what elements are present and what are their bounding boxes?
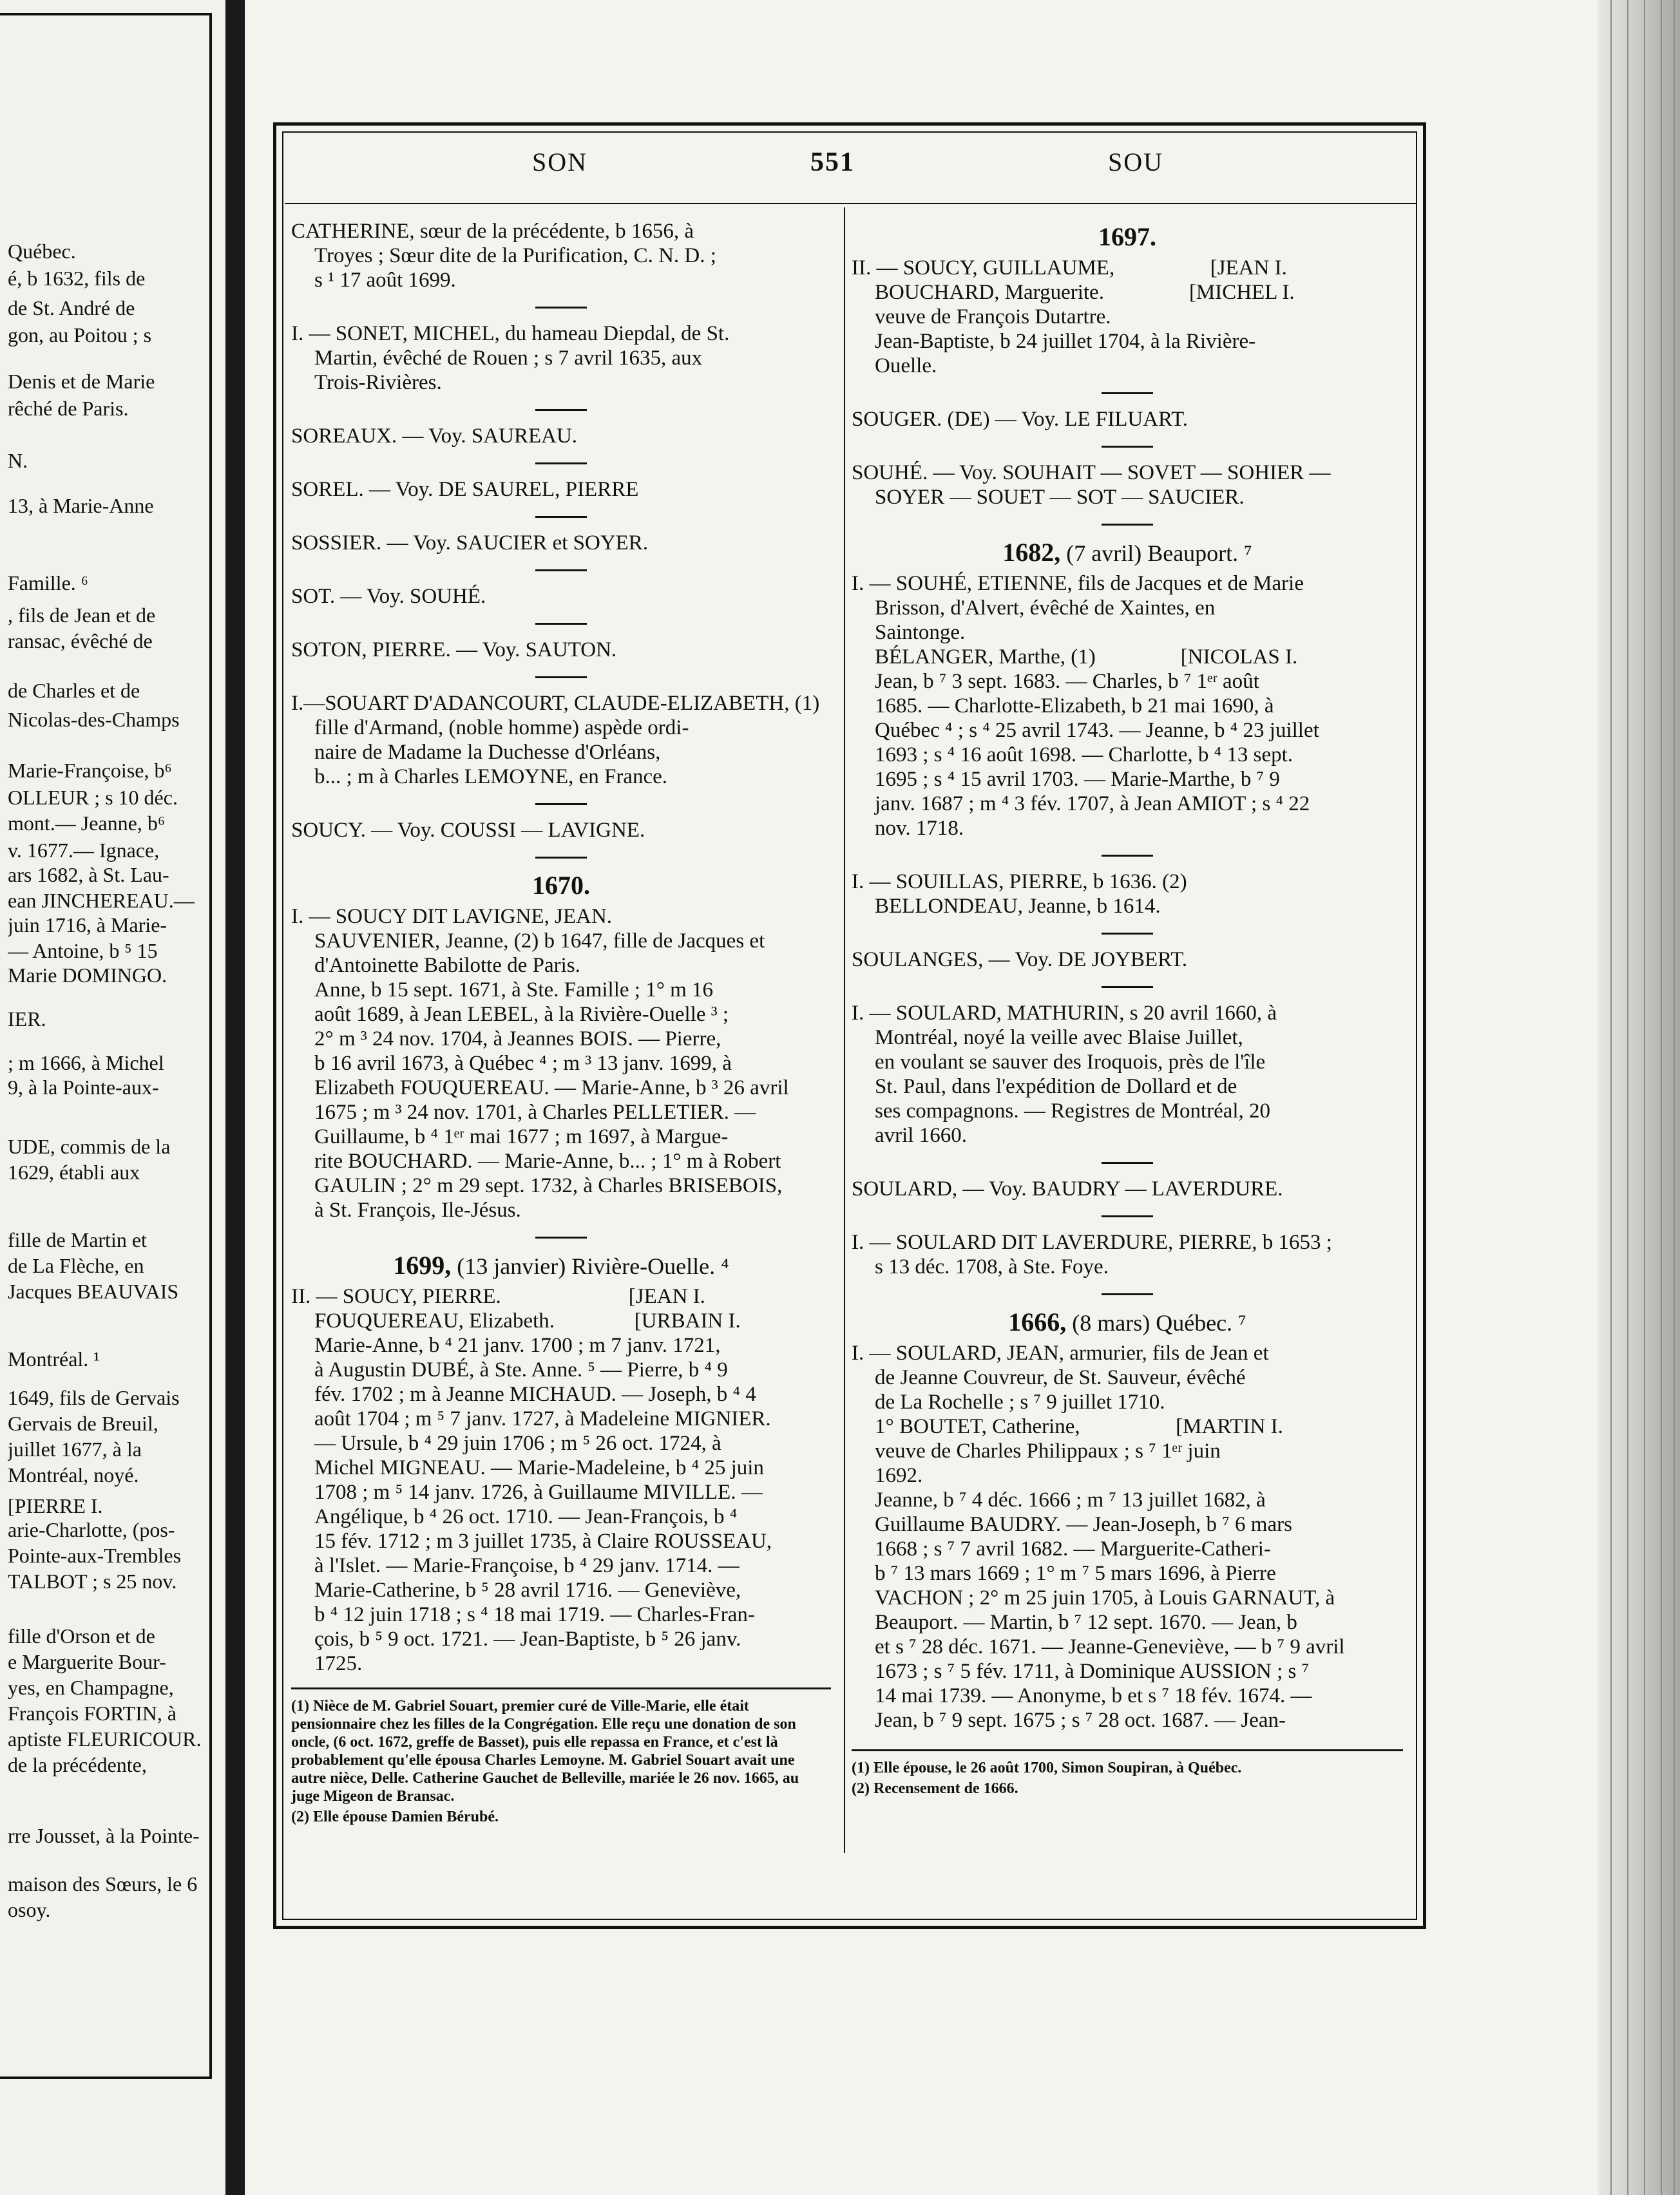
previous-page-line: de St. André de (8, 296, 135, 319)
previous-page-line: 9, à la Pointe-aux- (8, 1076, 159, 1099)
entry-line: b ⁷ 13 mars 1669 ; 1° m ⁷ 5 mars 1696, à Pierre (875, 1562, 1276, 1585)
year-heading (852, 538, 1403, 567)
entry-soucy-voy (291, 818, 831, 842)
entry-line: veuve de François Dutartre. (875, 305, 1111, 328)
entry-sonet (291, 321, 831, 395)
entry-separator (535, 676, 587, 678)
book-gutter (225, 0, 245, 2195)
previous-page-line: 13, à Marie-Anne (8, 494, 154, 517)
entry-souart (291, 691, 831, 789)
entry-line: 15 fév. 1712 ; m 3 juillet 1735, à Claire ROUSSEAU, (314, 1530, 772, 1553)
entry-souhe-voy (852, 461, 1403, 509)
entry-line: BÉLANGER, Marthe, (1) [NICOLAS I. (875, 645, 1298, 669)
entry-line: b... ; m à Charles LEMOYNE, en France. (314, 765, 668, 788)
entry-soulanges (852, 947, 1403, 972)
previous-page-line: aptiste FLEURICOUR. (8, 1727, 202, 1751)
entry-line: août 1689, à Jean LEBEL, à la Rivière-Ouelle ³ ; (314, 1003, 729, 1026)
entry-line: à Augustin DUBÉ, à Ste. Anne. ⁵ — Pierre, b ⁴ 9 (314, 1358, 728, 1382)
entry-line: I. — SOUILLAS, PIERRE, b 1636. (2) (852, 870, 1187, 893)
header-right-word: SOU (1108, 147, 1164, 176)
previous-page-line: [PIERRE I. (8, 1494, 103, 1517)
entry-line: SOTON, PIERRE. — Voy. SAUTON. (291, 638, 617, 661)
entry-line: SOYER — SOUET — SOT — SAUCIER. (875, 486, 1245, 509)
previous-page-fragment (0, 0, 225, 2195)
entry-line: s 13 déc. 1708, à Ste. Foye. (875, 1255, 1109, 1278)
entry-line: Guillaume, b ⁴ 1ᵉʳ mai 1677 ; m 1697, à Margue- (314, 1125, 729, 1148)
entry-souhe-etienne (852, 571, 1403, 841)
footnote-rule (852, 1749, 1403, 1751)
previous-page-line: TALBOT ; s 25 nov. (8, 1570, 177, 1593)
right-column (852, 219, 1403, 1800)
entry-line: naire de Madame la Duchesse d'Orléans, (314, 741, 661, 764)
previous-page-line: gon, au Poitou ; s (8, 323, 152, 347)
previous-page-line: mont.— Jeanne, b⁶ (8, 812, 165, 835)
entry-line: nov. 1718. (875, 817, 964, 840)
entry-separator (535, 623, 587, 625)
previous-page-line: juillet 1677, à la (8, 1438, 142, 1461)
entry-line: çois, b ⁵ 9 oct. 1721. — Jean-Baptiste, b ⁵ 26 janv. (314, 1628, 741, 1651)
entry-line: Saintonge. (875, 621, 966, 644)
entry-line: SOREL. — Voy. DE SAUREL, PIERRE (291, 478, 639, 501)
previous-page-line: Marie-Françoise, b⁶ (8, 759, 172, 782)
entry-separator (535, 803, 587, 805)
entry-line: en voulant se sauver des Iroquois, près de l'île (875, 1050, 1266, 1074)
entry-line: I. — SOULARD, JEAN, armurier, fils de Jean et (852, 1342, 1269, 1365)
entry-sorel (291, 477, 831, 502)
entry-separator (535, 516, 587, 518)
previous-page-line: ; m 1666, à Michel (8, 1051, 164, 1074)
entry-line: St. Paul, dans l'expédition de Dollard et de (875, 1075, 1237, 1098)
entry-line: 1673 ; s ⁷ 5 fév. 1711, à Dominique AUSSION ; s ⁷ (875, 1660, 1310, 1683)
entry-catherine (291, 219, 831, 292)
previous-page-line: é, b 1632, fils de (8, 267, 146, 290)
previous-page-line: de la précédente, (8, 1753, 147, 1776)
entry-line: fille d'Armand, (noble homme) aspède ordi- (314, 716, 689, 739)
entry-line: de Jeanne Couvreur, de St. Sauveur, évêché (875, 1366, 1246, 1389)
entry-line: 1695 ; s ⁴ 15 avril 1703. — Marie-Marthe, b ⁷ 9 (875, 768, 1280, 791)
previous-page-line: N. (8, 449, 28, 472)
entry-line: 1675 ; m ³ 24 nov. 1701, à Charles PELLETIER. — (314, 1101, 756, 1124)
entry-line: SOULARD, — Voy. BAUDRY — LAVERDURE. (852, 1177, 1283, 1201)
entry-soucy-lavigne (291, 904, 831, 1222)
previous-page-line: juin 1716, à Marie- (8, 913, 167, 936)
entry-separator (535, 462, 587, 464)
year-place: (13 janvier) Rivière-Ouelle. ⁴ (451, 1253, 729, 1279)
entry-sossier (291, 531, 831, 555)
entry-line: et s ⁷ 28 déc. 1671. — Jeanne-Geneviève, — b ⁷ 9 avril (875, 1635, 1345, 1658)
year-number: 1682, (1002, 538, 1061, 567)
previous-page-line: — Antoine, b ⁵ 15 (8, 939, 158, 962)
entry-line: 1668 ; s ⁷ 7 avril 1682. — Marguerite-Catheri- (875, 1537, 1271, 1561)
entry-line: 2° m ³ 24 nov. 1704, à Jeannes BOIS. — Pierre, (314, 1027, 721, 1050)
previous-page-line: fille de Martin et (8, 1228, 147, 1251)
entry-separator (535, 307, 587, 309)
entry-soulard-pierre (852, 1230, 1403, 1279)
entry-sot (291, 584, 831, 609)
year-heading (852, 223, 1403, 252)
previous-page-line: Denis et de Marie (8, 370, 155, 393)
entry-line: Jean-Baptiste, b 24 juillet 1704, à la Rivière- (875, 330, 1256, 353)
previous-page-line: Pointe-aux-Trembles (8, 1544, 182, 1567)
previous-page-line: François FORTIN, à (8, 1702, 177, 1725)
entry-separator (1102, 446, 1153, 448)
previous-page-line: fille d'Orson et de (8, 1624, 155, 1648)
entry-line: ses compagnons. — Registres de Montréal, 20 (875, 1099, 1271, 1123)
entry-line: Angélique, b ⁴ 26 oct. 1710. — Jean-François, b ⁴ (314, 1505, 738, 1528)
year-place: (8 mars) Québec. ⁷ (1066, 1310, 1246, 1336)
entry-line: Troyes ; Sœur dite de la Purification, C. N. D. ; (314, 244, 716, 267)
entry-separator (1102, 524, 1153, 526)
entry-line: avril 1660. (875, 1124, 967, 1147)
entry-line: FOUQUEREAU, Elizabeth. [URBAIN I. (314, 1309, 741, 1333)
entry-line: Ouelle. (875, 354, 937, 377)
entry-line: SOREAUX. — Voy. SAUREAU. (291, 424, 578, 448)
previous-page-line: Jacques BEAUVAIS (8, 1280, 179, 1303)
entry-separator (535, 857, 587, 859)
entry-line: GAULIN ; 2° m 29 sept. 1732, à Charles BRISEBOIS, (314, 1174, 783, 1197)
entry-soucy-guillaume (852, 256, 1403, 378)
year-number: 1670. (532, 871, 590, 900)
previous-page-line: Nicolas-des-Champs (8, 708, 180, 731)
entry-line: I. — SOULARD, MATHURIN, s 20 avril 1660, à (852, 1002, 1277, 1025)
entry-line: Marie-Catherine, b ⁵ 28 avril 1716. — Geneviève, (314, 1579, 741, 1602)
entry-separator (535, 569, 587, 571)
entry-line: Guillaume BAUDRY. — Jean-Joseph, b ⁷ 6 mars (875, 1513, 1292, 1536)
previous-page-line: maison des Sœurs, le 6 (8, 1872, 198, 1896)
entry-line: I.—SOUART D'ADANCOURT, CLAUDE-ELIZABETH, (1) (291, 692, 820, 715)
entry-line: CATHERINE, sœur de la précédente, b 1656, à (291, 220, 694, 243)
entry-soulard-mathurin (852, 1001, 1403, 1148)
entry-line: à l'Islet. — Marie-Françoise, b ⁴ 29 janv. 1714. — (314, 1554, 740, 1577)
entry-line: SOUCY. — Voy. COUSSI — LAVIGNE. (291, 819, 645, 842)
entry-line: Anne, b 15 sept. 1671, à Ste. Famille ; 1° m 16 (314, 978, 714, 1002)
entry-soucy-pierre (291, 1284, 831, 1676)
entry-separator (535, 409, 587, 411)
entry-line: août 1704 ; m ⁵ 7 janv. 1727, à Madeleine MIGNIER. (314, 1407, 771, 1430)
entry-line: — Ursule, b ⁴ 29 juin 1706 ; m ⁵ 26 oct. 1724, à (314, 1432, 721, 1455)
entry-souillas (852, 869, 1403, 918)
header-left-word: SON (532, 147, 588, 176)
entry-line: SOT. — Voy. SOUHÉ. (291, 585, 486, 608)
entry-line: Jean, b ⁷ 3 sept. 1683. — Charles, b ⁷ 1ᵉʳ août (875, 670, 1259, 693)
entry-line: BOUCHARD, Marguerite. [MICHEL I. (875, 281, 1295, 304)
entry-line: fév. 1702 ; m à Jeanne MICHAUD. — Joseph, b ⁴ 4 (314, 1383, 756, 1406)
entry-line: SOSSIER. — Voy. SAUCIER et SOYER. (291, 531, 649, 555)
page-edge-stack (1598, 0, 1680, 2195)
previous-page-line: e Marguerite Bour- (8, 1650, 166, 1673)
previous-page-line: de La Flèche, en (8, 1254, 144, 1277)
entry-line: Montréal, noyé la veille avec Blaise Juillet, (875, 1026, 1243, 1049)
previous-page-line: Montréal, noyé. (8, 1463, 139, 1487)
entry-line: SOUHÉ. — Voy. SOUHAIT — SOVET — SOHIER — (852, 461, 1331, 484)
entry-separator (1102, 1215, 1153, 1217)
entry-line: I. — SOUHÉ, ETIENNE, fils de Jacques et de Marie (852, 572, 1304, 595)
entry-separator (1102, 933, 1153, 935)
entry-line: II. — SOUCY, PIERRE. [JEAN I. (291, 1285, 705, 1308)
entry-line: I. — SONET, MICHEL, du hameau Diepdal, de St. (291, 322, 730, 345)
entry-line: II. — SOUCY, GUILLAUME, [JEAN I. (852, 256, 1287, 280)
entry-line: BELLONDEAU, Jeanne, b 1614. (875, 895, 1161, 918)
entry-line: SOULANGES, — Voy. DE JOYBERT. (852, 948, 1188, 971)
year-number: 1666, (1008, 1307, 1067, 1336)
entry-separator (1102, 1162, 1153, 1164)
previous-page-line: 1649, fils de Gervais (8, 1386, 180, 1409)
column-divider (844, 207, 845, 1853)
entry-line: Beauport. — Martin, b ⁷ 12 sept. 1670. — Jean, b (875, 1611, 1297, 1634)
previous-page-line: ars 1682, à St. Lau- (8, 863, 169, 886)
entry-line: Jean, b ⁷ 9 sept. 1675 ; s ⁷ 28 oct. 1687. — Jean- (875, 1709, 1286, 1732)
entry-line: Michel MIGNEAU. — Marie-Madeleine, b ⁴ 25 juin (314, 1456, 764, 1479)
entry-line: SOUGER. (DE) — Voy. LE FILUART. (852, 408, 1188, 431)
entry-line: I. — SOULARD DIT LAVERDURE, PIERRE, b 1653 ; (852, 1231, 1332, 1254)
previous-page-line: , fils de Jean et de (8, 603, 156, 627)
previous-page-line: Gervais de Breuil, (8, 1412, 158, 1435)
entry-line: Elizabeth FOUQUEREAU. — Marie-Anne, b ³ 26 avril (314, 1076, 789, 1099)
entry-soulard-jean (852, 1341, 1403, 1733)
entry-line: I. — SOUCY DIT LAVIGNE, JEAN. (291, 905, 613, 928)
entry-line: Jeanne, b ⁷ 4 déc. 1666 ; m ⁷ 13 juillet 1682, à (875, 1488, 1266, 1512)
header-rule (285, 203, 1416, 204)
entry-line: 1708 ; m ⁵ 14 janv. 1726, à Guillaume MIVILLE. — (314, 1481, 763, 1504)
entry-line: janv. 1687 ; m ⁴ 3 fév. 1707, à Jean AMIOT ; s ⁴ 22 (875, 792, 1310, 815)
previous-page-line: yes, en Champagne, (8, 1676, 174, 1699)
entry-line: Brisson, d'Alvert, évêché de Xaintes, en (875, 596, 1216, 620)
footnote: (1) Nièce de M. Gabriel Souart, premier curé de Ville-Marie, elle était pensionnaire chez les filles de la Congrégation. Elle reçu une donation de son oncle, (6 oct. 1672, greffe de Basset), puis elle repassa en France, et c'est là probablement qu'elle épousa Charles Lemoyne. M. Gabriel Souart avait une autre nièce, Delle. Catherine Gauchet de Belleville, mariée le 26 nov. 1665, au juge Migeon de Bransac. (291, 1698, 799, 1805)
entry-line: Martin, évêché de Rouen ; s 7 avril 1635, aux (314, 347, 703, 370)
entry-separator (1102, 1293, 1153, 1295)
entry-separator (1102, 986, 1153, 988)
year-heading (291, 1251, 831, 1280)
previous-page-line: Marie DOMINGO. (8, 964, 167, 987)
footnote: (1) Elle épouse, le 26 août 1700, Simon Soupiran, à Québec. (852, 1760, 1242, 1776)
previous-page-line: v. 1677.— Ignace, (8, 839, 160, 862)
previous-page-line: rre Jousset, à la Pointe- (8, 1824, 200, 1847)
entry-line: 1° BOUTET, Catherine, [MARTIN I. (875, 1415, 1283, 1438)
previous-page-line: Famille. ⁶ (8, 571, 88, 594)
year-number: 1699, (393, 1251, 452, 1280)
entry-line: à St. François, Ile-Jésus. (314, 1199, 521, 1222)
year-heading (291, 871, 831, 900)
entry-line: b ⁴ 12 juin 1718 ; s ⁴ 18 mai 1719. — Charles-Fran- (314, 1603, 755, 1626)
entry-soulard-voy (852, 1177, 1403, 1201)
previous-page-line: rêché de Paris. (8, 397, 129, 420)
previous-page-line: de Charles et de (8, 679, 140, 702)
previous-page-line: arie-Charlotte, (pos- (8, 1518, 175, 1541)
entry-separator (1102, 392, 1153, 394)
entry-soreaux (291, 424, 831, 448)
footnote: (2) Elle épouse Damien Bérubé. (291, 1809, 499, 1825)
footnote-rule (291, 1687, 831, 1689)
previous-page-line: ransac, évêché de (8, 629, 153, 652)
entry-line: Trois-Rivières. (314, 371, 442, 394)
left-column (291, 219, 831, 1829)
year-heading (852, 1308, 1403, 1337)
entry-line: Marie-Anne, b ⁴ 21 janv. 1700 ; m 7 janv. 1721, (314, 1334, 721, 1357)
entry-line: Québec ⁴ ; s ⁴ 25 avril 1743. — Jeanne, b ⁴ 23 juillet (875, 719, 1319, 742)
previous-page-line: IER. (8, 1007, 46, 1031)
previous-page-line: UDE, commis de la (8, 1135, 171, 1158)
entry-line: VACHON ; 2° m 25 juin 1705, à Louis GARNAUT, à (875, 1586, 1335, 1610)
entry-line: b 16 avril 1673, à Québec ⁴ ; m ³ 13 janv. 1699, à (314, 1052, 732, 1075)
entry-line: veuve de Charles Philippaux ; s ⁷ 1ᵉʳ juin (875, 1440, 1221, 1463)
entry-line: s ¹ 17 août 1699. (314, 269, 456, 292)
previous-page-line: Montréal. ¹ (8, 1347, 100, 1371)
entry-line: d'Antoinette Babilotte de Paris. (314, 954, 580, 977)
entry-soton (291, 638, 831, 662)
entry-separator (1102, 855, 1153, 857)
entry-line: rite BOUCHARD. — Marie-Anne, b... ; 1° m à Robert (314, 1150, 781, 1173)
previous-page-line: 1629, établi aux (8, 1161, 140, 1184)
page-number: 551 (810, 147, 855, 177)
previous-page-line: ean JINCHEREAU.— (8, 889, 195, 912)
year-number: 1697. (1098, 222, 1156, 251)
entry-line: 1692. (875, 1464, 923, 1487)
previous-page-line: Québec. (8, 240, 76, 263)
entry-souger (852, 407, 1403, 432)
entry-line: 14 mai 1739. — Anonyme, b et s ⁷ 18 fév. 1674. — (875, 1684, 1312, 1707)
footnote: (2) Recensement de 1666. (852, 1780, 1018, 1797)
previous-page-line: OLLEUR ; s 10 déc. (8, 786, 178, 809)
entry-separator (535, 1237, 587, 1239)
entry-line: 1685. — Charlotte-Elizabeth, b 21 mai 1690, à (875, 694, 1274, 717)
year-place: (7 avril) Beauport. ⁷ (1060, 540, 1252, 566)
entry-line: de La Rochelle ; s ⁷ 9 juillet 1710. (875, 1391, 1165, 1414)
entry-line: 1725. (314, 1652, 363, 1675)
previous-page-line: osoy. (8, 1898, 51, 1921)
entry-line: SAUVENIER, Jeanne, (2) b 1647, fille de Jacques et (314, 929, 765, 953)
entry-line: 1693 ; s ⁴ 16 août 1698. — Charlotte, b ⁴ 13 sept. (875, 743, 1293, 766)
